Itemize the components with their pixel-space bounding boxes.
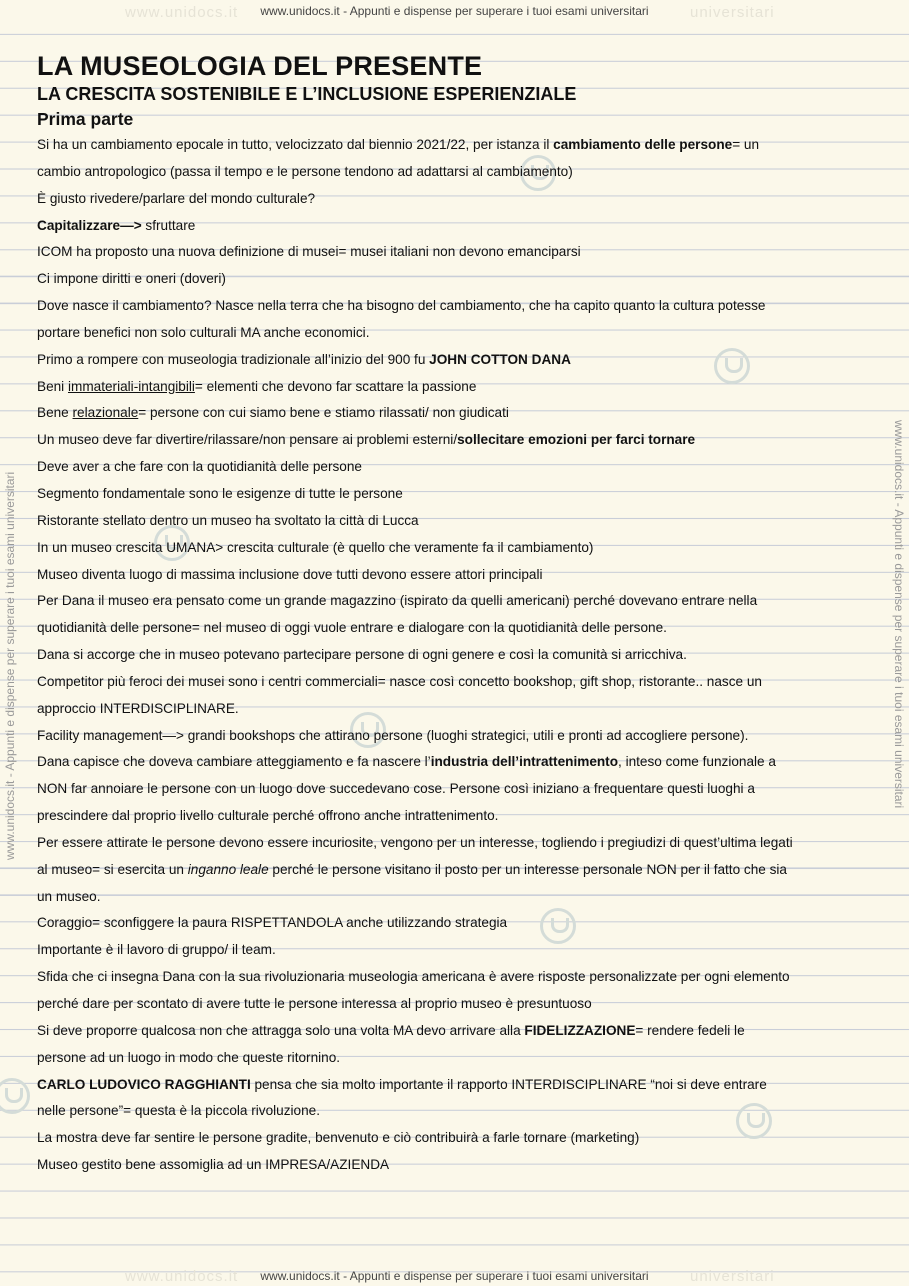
text-segment: al museo= si esercita un	[37, 861, 188, 877]
text-line	[37, 1018, 877, 1045]
text-segment: Dove nasce il cambiamento? Nasce nella terra che ha bisogno del cambiamento, che ha capito quanto la cultura potesse	[37, 298, 766, 314]
text-line	[37, 454, 877, 481]
text-segment: pensa che sia molto importante il rapporto INTERDISCIPLINARE “noi si deve entrare	[250, 1076, 767, 1092]
text-segment: Si deve proporre qualcosa non che attragga solo una volta MA devo arrivare alla	[37, 1022, 525, 1038]
text-segment: In un museo crescita UMANA> crescita culturale (è quello che veramente fa il cambiamento)	[37, 539, 594, 555]
text-segment: un museo.	[37, 888, 101, 904]
document-body	[37, 50, 877, 1179]
text-line	[37, 857, 877, 884]
underlined-text: relazionale	[72, 405, 139, 421]
bold-text: Capitalizzare—>	[37, 217, 142, 233]
text-line	[37, 239, 877, 266]
italic-text: inganno leale	[187, 861, 269, 877]
text-segment: , inteso come funzionale a	[618, 754, 776, 770]
text-line	[37, 884, 877, 911]
document-title: LA MUSEOLOGIA DEL PRESENTE	[37, 51, 483, 81]
text-line	[37, 696, 877, 723]
text-line	[37, 159, 877, 186]
text-line	[37, 830, 877, 857]
text-segment: approccio INTERDISCIPLINARE.	[37, 700, 239, 716]
text-segment: persone ad un luogo in modo che queste ritornino.	[37, 1049, 341, 1065]
text-segment: perché dare per scontato di avere tutte le persone interessa al proprio museo è presuntuoso	[37, 996, 592, 1011]
text-line	[37, 991, 877, 1018]
bold-text: sollecitare emozioni per farci tornare	[457, 432, 696, 448]
watermark-bottom: www.unidocs.it - Appunti e dispense per superare i tuoi esami universitari	[260, 1269, 649, 1283]
text-segment: prescindere dal proprio livello culturale perché offrono anche intrattenimento.	[37, 808, 499, 824]
text-segment: = rendere fedeli le	[635, 1022, 745, 1038]
text-line	[37, 347, 877, 374]
bold-text: JOHN COTTON DANA	[429, 351, 571, 367]
text-line	[37, 508, 877, 535]
text-line	[37, 910, 877, 937]
text-segment: Museo gestito bene assomiglia ad un IMPRESA/AZIENDA	[37, 1157, 390, 1173]
text-segment: = un	[732, 137, 760, 152]
text-line	[37, 535, 877, 562]
text-line	[37, 266, 877, 293]
text-segment: Dana capisce che doveva cambiare atteggiamento e fa nascere l’	[37, 754, 431, 770]
text-segment: Deve aver a che fare con la quotidianità delle persone	[37, 459, 362, 475]
text-segment: Bene	[37, 405, 73, 421]
watermark-ghost-top: www.unidocs.it	[125, 4, 239, 21]
text-line	[37, 749, 877, 776]
text-segment: Ci impone diritti e oneri (doveri)	[37, 271, 226, 287]
text-line	[37, 562, 877, 589]
text-line	[37, 320, 877, 347]
text-line	[37, 642, 877, 669]
text-segment: Competitor più feroci dei musei sono i centri commerciali= nasce così concetto bookshop, gift shop, ristorante.. nasce un	[37, 673, 762, 689]
text-segment: Importante è il lavoro di gruppo/ il team.	[37, 942, 276, 958]
text-line	[37, 1072, 877, 1099]
text-line	[37, 481, 877, 508]
text-segment: Segmento fondamentale sono le esigenze di tutte le persone	[37, 485, 403, 501]
text-line	[37, 776, 877, 803]
text-segment: Per essere attirate le persone devono essere incuriosite, vengono per un interesse, togliendo i pregiudizi di quest’ultima legati	[37, 834, 793, 850]
text-segment: Coraggio= sconfiggere la paura RISPETTANDOLA anche utilizzando strategia	[37, 915, 508, 931]
text-segment: Museo diventa luogo di massima inclusione dove tutti devono essere attori principali	[37, 566, 543, 582]
text-line	[37, 723, 877, 750]
text-segment: perché le persone visitano il posto per un interesse personale NON per il fatto che sia	[268, 861, 787, 877]
text-segment: ICOM ha proposto una nuova definizione di musei= musei italiani non devono emanciparsi	[37, 244, 581, 260]
watermark-ghost-bottom-right: universitari	[690, 1268, 775, 1285]
text-segment: Un museo deve far divertire/rilassare/non pensare ai problemi esterni/	[37, 432, 458, 448]
text-segment: Facility management—> grandi bookshops che attirano persone (luoghi strategici, utili e pronti ad accogliere persone).	[37, 727, 749, 743]
text-segment: NON far annoiare le persone con un luogo dove succedevano cose. Persone così iniziano a frequentare questi luoghi a	[37, 781, 755, 797]
text-line	[37, 803, 877, 830]
watermark-ghost-bottom: www.unidocs.it	[125, 1268, 239, 1285]
watermark-left: www.unidocs.it - Appunti e dispense per superare i tuoi esami universitari	[3, 471, 17, 860]
text-line	[37, 427, 877, 454]
text-line	[37, 1152, 877, 1179]
text-segment: quotidianità delle persone= nel museo di oggi vuole entrare e dialogare con la quotidianità delle persone.	[37, 620, 667, 636]
document-subtitle: LA CRESCITA SOSTENIBILE E L’INCLUSIONE ESPERIENZIALE	[37, 84, 577, 104]
text-line	[37, 615, 877, 642]
text-line	[37, 213, 877, 240]
text-line	[37, 400, 877, 427]
text-segment: Dana si accorge che in museo potevano partecipare persone di ogni genere e così la comunità si arricchiva.	[37, 647, 687, 663]
text-segment: Ristorante stellato dentro un museo ha svoltato la città di Lucca	[37, 512, 419, 528]
text-segment: Primo a rompere con museologia tradizionale all’inizio del 900 fu	[37, 351, 430, 367]
watermark-ghost-top-right: universitari	[690, 4, 775, 21]
text-line	[37, 293, 877, 320]
bold-text: industria dell’intrattenimento	[430, 754, 619, 770]
bold-text: cambiamento delle persone	[553, 137, 733, 152]
text-line	[37, 1045, 877, 1072]
text-segment: È giusto rivedere/parlare del mondo culturale?	[37, 190, 316, 206]
text-segment: Beni	[37, 378, 68, 394]
text-segment: = elementi che devono far scattare la passione	[194, 378, 477, 394]
bold-text: FIDELIZZAZIONE	[524, 1022, 636, 1038]
watermark-logo-icon	[0, 1078, 30, 1114]
text-line	[37, 669, 877, 696]
text-segment: Per Dana il museo era pensato come un grande magazzino (ispirato da quelli americani) perché dovevano entrare nella	[37, 593, 758, 609]
text-segment: La mostra deve far sentire le persone gradite, benvenuto e ciò contribuirà a farle tornare (marketing)	[37, 1130, 640, 1146]
text-segment: Sfida che ci insegna Dana con la sua rivoluzionaria museologia americana è avere risposte personalizzate per ogni elemento	[37, 969, 790, 985]
text-segment: sfruttare	[141, 217, 196, 233]
underlined-text: immateriali-intangibili	[67, 378, 195, 394]
watermark-top: www.unidocs.it - Appunti e dispense per superare i tuoi esami universitari	[260, 4, 649, 18]
watermark-right: www.unidocs.it - Appunti e dispense per superare i tuoi esami universitari	[892, 420, 906, 809]
text-line	[37, 374, 877, 401]
text-line	[37, 964, 877, 991]
text-line	[37, 132, 877, 159]
text-segment: Si ha un cambiamento epocale in tutto, velocizzato dal biennio 2021/22, per istanza il	[37, 137, 554, 152]
text-segment: cambio antropologico (passa il tempo e le persone tendono ad adattarsi al cambiamento)	[37, 163, 573, 179]
section-heading: Prima parte	[37, 109, 134, 129]
text-line	[37, 186, 877, 213]
text-segment: portare benefici non solo culturali MA anche economici.	[37, 324, 370, 340]
text-segment: nelle persone”= questa è la piccola rivoluzione.	[37, 1103, 320, 1119]
text-lines	[37, 132, 877, 1179]
bold-text: CARLO LUDOVICO RAGGHIANTI	[37, 1076, 251, 1092]
text-segment: = persone con cui siamo bene e stiamo rilassati/ non giudicati	[138, 405, 509, 421]
text-line	[37, 1125, 877, 1152]
text-line	[37, 1098, 877, 1125]
text-line	[37, 937, 877, 964]
text-line	[37, 588, 877, 615]
